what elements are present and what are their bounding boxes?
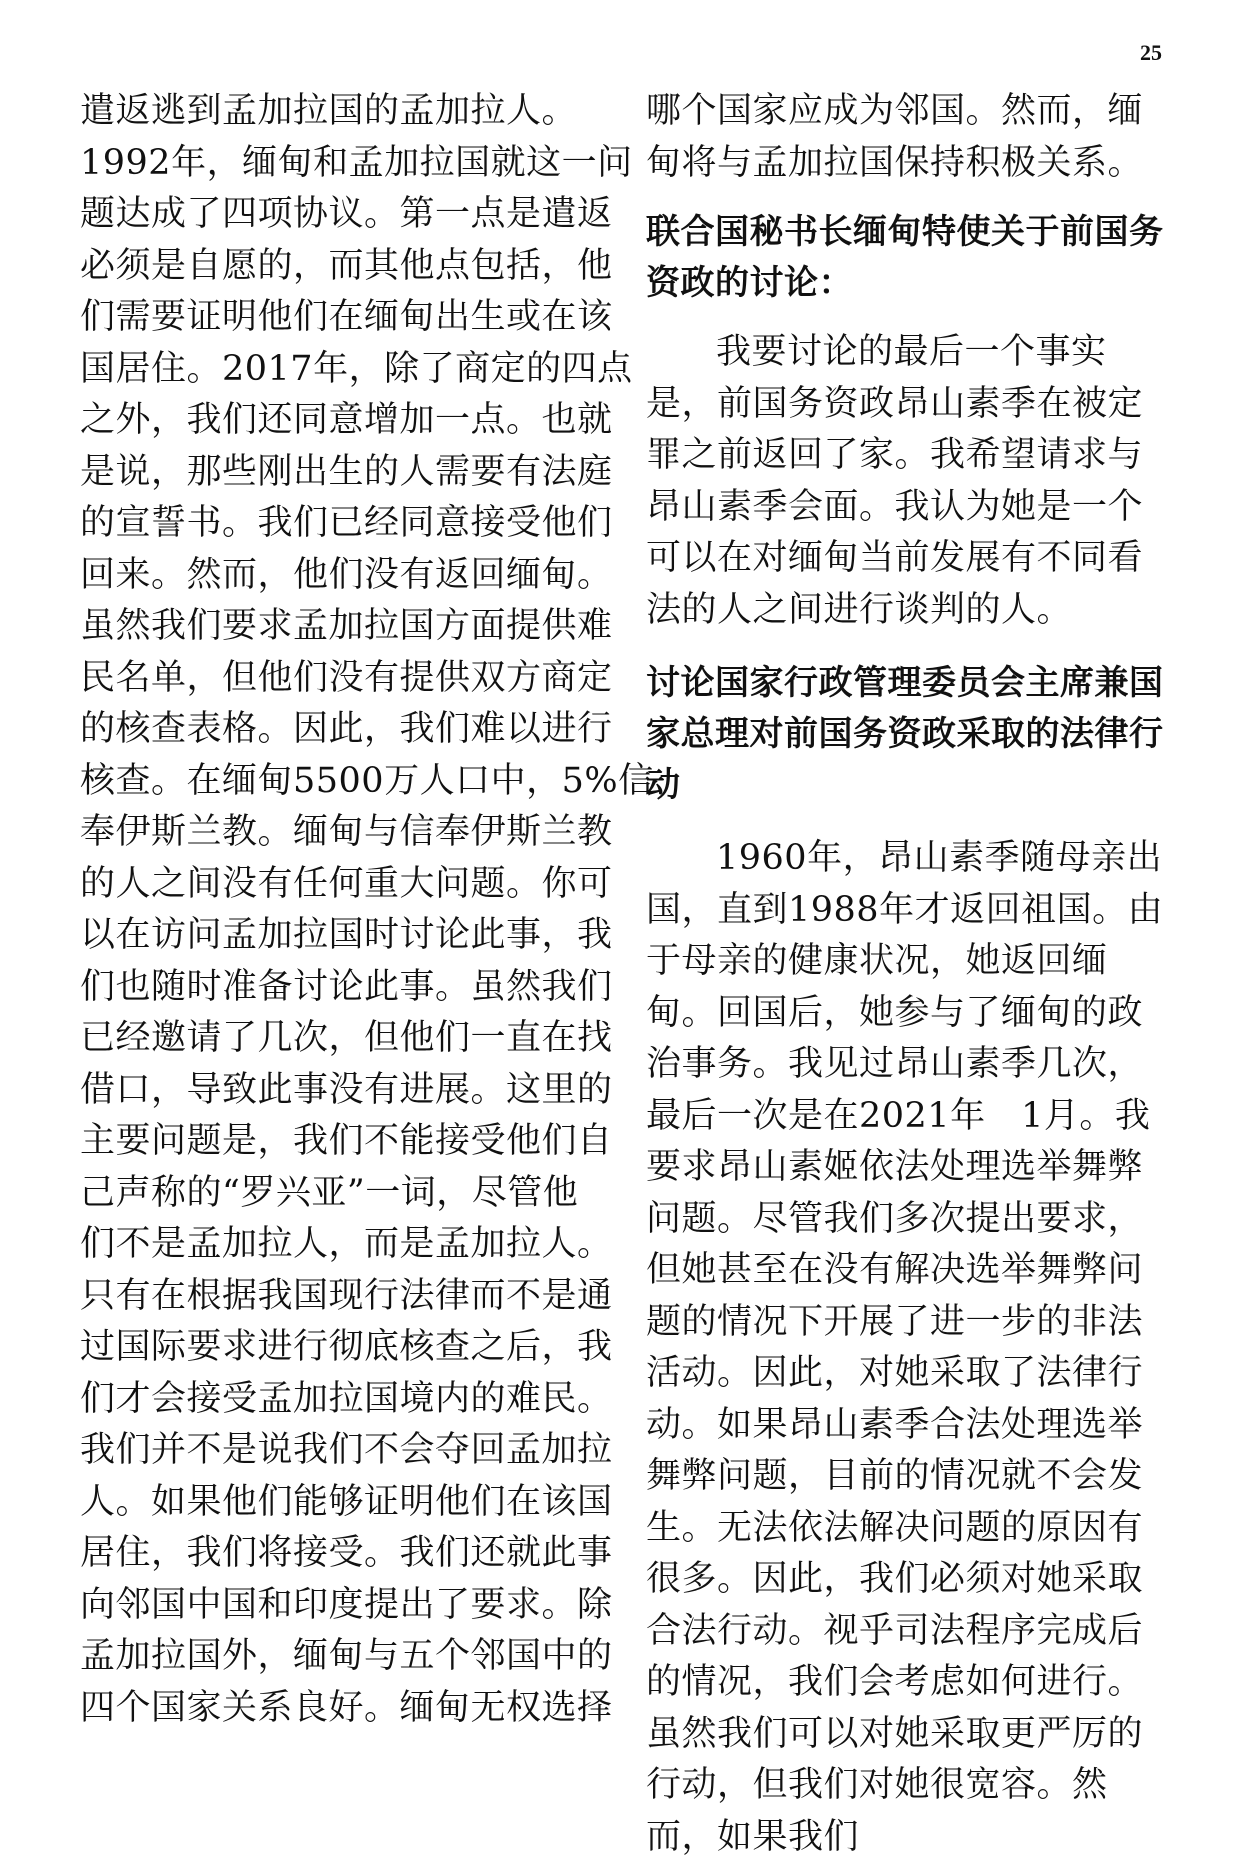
left-text-line: 孟加拉国外，缅甸与五个邻国中的 bbox=[80, 1636, 613, 1676]
page-number: 25 bbox=[1140, 40, 1162, 65]
left-text-line: 已经邀请了几次，但他们一直在找 bbox=[80, 1018, 613, 1058]
continuation-paragraph: 哪个国家应成为邻国。然而，缅甸将与孟加拉国保持积极关系。 bbox=[646, 91, 1144, 183]
left-text-line: 人。如果他们能够证明他们在该国 bbox=[80, 1481, 613, 1522]
left-text-line: 们不是孟加拉人，而是孟加拉人。 bbox=[80, 1224, 613, 1264]
left-text-line: 己声称的“罗兴亚”一词，尽管他 bbox=[80, 1172, 579, 1213]
spacer bbox=[646, 811, 1174, 833]
right-column bbox=[646, 86, 1174, 1863]
left-text-line: 们才会接受孟加拉国境内的难民。 bbox=[80, 1378, 613, 1419]
left-text-line: 向邻国中国和印度提出了要求。除 bbox=[80, 1584, 613, 1625]
left-text-line: 回来。然而，他们没有返回缅甸。 bbox=[80, 554, 613, 595]
left-text-line: 遣返逃到孟加拉国的孟加拉人。 bbox=[80, 91, 578, 131]
left-text-line: 们需要证明他们在缅甸出生或在该 bbox=[80, 297, 613, 337]
left-text-line: 的人之间没有任何重大问题。你可 bbox=[80, 863, 613, 904]
left-text-line: 只有在根据我国现行法律而不是通 bbox=[80, 1275, 613, 1316]
left-text-line: 我们并不是说我们不会夺回孟加拉 bbox=[80, 1430, 613, 1470]
left-text-line: 之外，我们还同意增加一点。也就 bbox=[80, 400, 613, 440]
spacer bbox=[646, 309, 1174, 327]
left-text-line: 主要问题是，我们不能接受他们自 bbox=[80, 1121, 613, 1161]
left-text-line: 的核查表格。因此，我们难以进行 bbox=[80, 709, 613, 749]
left-text-line: 以在访问孟加拉国时讨论此事，我 bbox=[80, 915, 613, 955]
left-text-line: 是说，那些刚出生的人需要有法庭 bbox=[80, 451, 613, 492]
spacer bbox=[646, 636, 1174, 658]
left-text-line: 国居住。2017年，除了商定的四点 bbox=[80, 348, 633, 389]
left-text-line: 虽然我们要求孟加拉国方面提供难 bbox=[80, 606, 613, 646]
left-text-line: 过国际要求进行彻底核查之后，我 bbox=[80, 1327, 613, 1367]
envoy-paragraph: 我要讨论的最后一个事实是，前国务资政昂山素季在被定罪之前返回了家。我希望请求与昂山素季会面。我认为她是一个可以在对缅甸当前发展有不同看法的人之间进行谈判的人。 bbox=[646, 332, 1144, 630]
left-text-line: 四个国家关系良好。缅甸无权选择 bbox=[80, 1687, 613, 1728]
left-text-line: 居住，我们将接受。我们还就此事 bbox=[80, 1533, 613, 1573]
left-text-line: 1992年，缅甸和孟加拉国就这一问 bbox=[80, 142, 633, 183]
section-heading-envoy: 联合国秘书长缅甸特使关于前国务资政的讨论： bbox=[646, 212, 1164, 303]
section-heading-legal-action: 讨论国家行政管理委员会主席兼国家总理对前国务资政采取的法律行动 bbox=[646, 663, 1164, 805]
spacer bbox=[646, 189, 1174, 207]
left-text-line: 们也随时准备讨论此事。虽然我们 bbox=[80, 966, 613, 1007]
legal-action-paragraph: 1960年，昂山素季随母亲出国，直到1988年才返回祖国。由于母亲的健康状况，她返回缅甸。回国后，她参与了缅甸的政治事务。我见过昂山素季几次，最后一次是在2021年 1月。我要求昂山素姬依法处理选举舞弊问题。尽管我们多次提出要求，但她甚至在没有解决选举舞弊问题的情况下开展了进一步的非法活动。因此，对她采取了法律行动。如果昂山素季合法处理选举舞弊问题，目前的情况就不会发生。无法依法解决问题的原因有很多。因此，我们必须对她采取合法行动。视乎司法程序完成后的情况，我们会考虑如何进行。虽然我们可以对她采取更严厉的行动，但我们对她很宽容。然而，如果我们 bbox=[646, 838, 1164, 1857]
left-text-line: 借口，导致此事没有进展。这里的 bbox=[80, 1069, 613, 1110]
left-column bbox=[80, 86, 654, 1734]
left-text-line: 必须是自愿的，而其他点包括，他 bbox=[80, 245, 613, 286]
left-text-line: 的宣誓书。我们已经同意接受他们 bbox=[80, 503, 613, 543]
left-text-line: 核查。在缅甸5500万人口中，5%信 bbox=[80, 760, 654, 801]
left-text-line: 民名单，但他们没有提供双方商定 bbox=[80, 657, 613, 698]
left-text-line: 奉伊斯兰教。缅甸与信奉伊斯兰教 bbox=[80, 812, 613, 852]
left-text-line: 题达成了四项协议。第一点是遣返 bbox=[80, 194, 613, 234]
